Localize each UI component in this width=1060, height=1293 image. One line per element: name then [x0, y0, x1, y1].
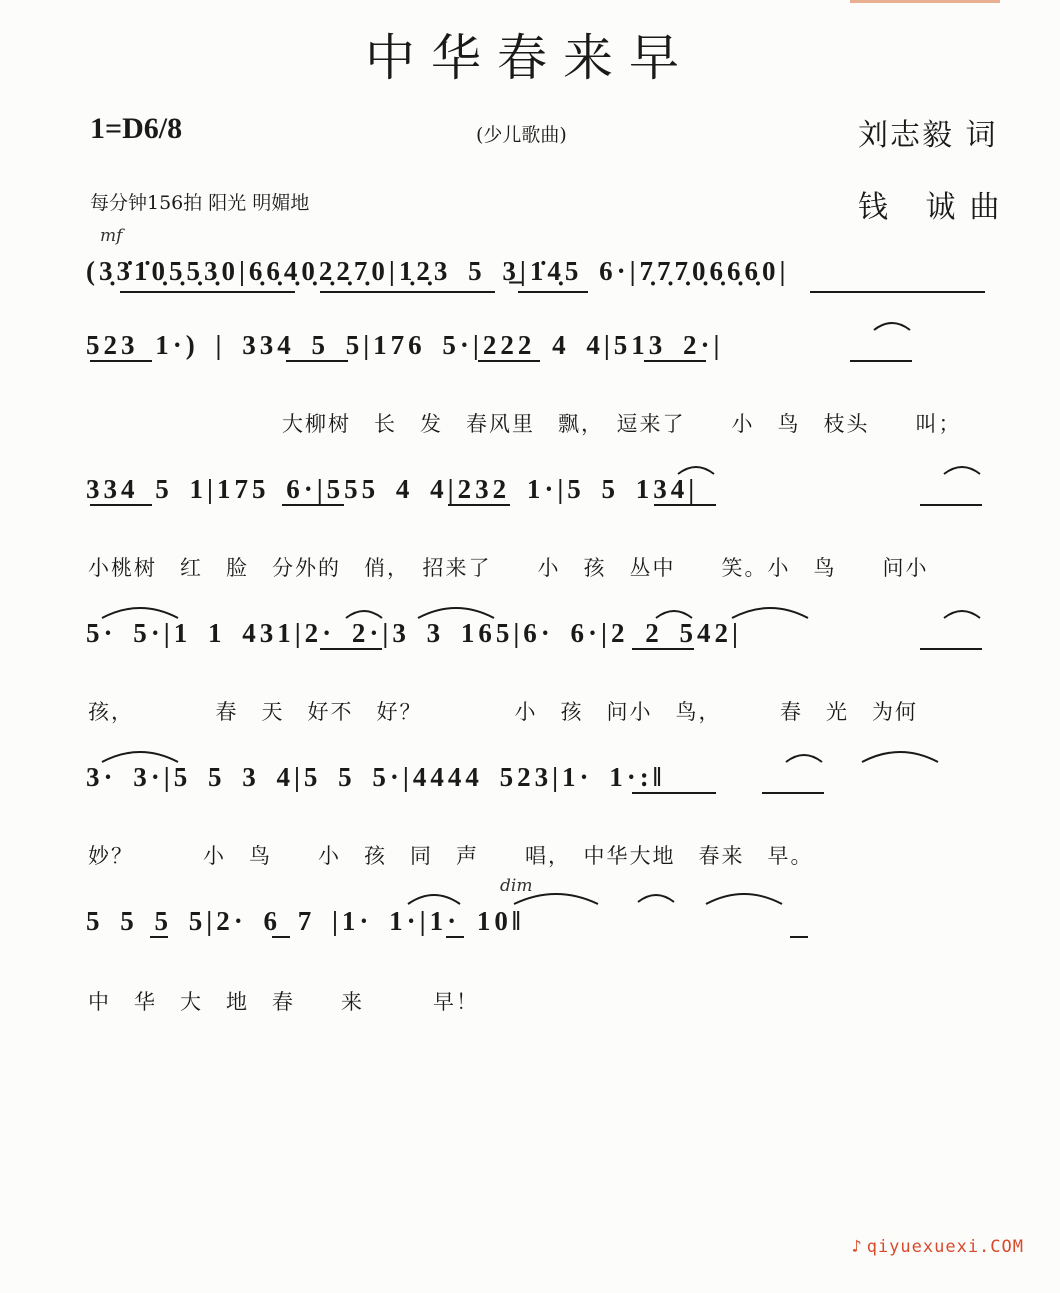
slur-mark	[100, 746, 180, 764]
watermark-note-icon: ♪	[851, 1237, 863, 1257]
key-signature: 1=D6/8	[90, 112, 183, 145]
slur-mark	[636, 890, 676, 904]
beam-underline	[632, 648, 694, 650]
beam-underline	[920, 504, 982, 506]
beam-underline	[790, 936, 808, 938]
dynamic-dim: dim	[500, 876, 533, 896]
slur-mark	[784, 750, 824, 764]
beam-underline	[286, 360, 348, 362]
beam-underline	[320, 648, 382, 650]
beam-underline	[632, 792, 716, 794]
beam-underline	[448, 504, 510, 506]
slur-mark	[704, 888, 784, 906]
watermark	[851, 1237, 1024, 1257]
slur-mark	[416, 602, 496, 620]
score-line-2: 523 1·) | 334 5 5|176 5·|222 4 4|513 2·|	[86, 330, 724, 360]
score-line-6: 5 5 5 5|2· 6 7 |1· 1·|1· 10‖	[86, 906, 525, 936]
slur-mark	[654, 606, 694, 620]
beam-underline	[518, 291, 588, 293]
composer-credit: 钱 诚曲	[858, 190, 1014, 225]
beam-underline	[850, 360, 912, 362]
slur-mark	[676, 462, 716, 476]
slur-mark	[872, 318, 912, 332]
song-title: 中华春来早	[365, 29, 695, 87]
beam-underline	[810, 291, 985, 293]
dynamic-mf: mf	[100, 226, 123, 246]
watermark-text: qiyuexuexi.COM	[866, 1237, 1024, 1257]
slur-mark	[406, 890, 462, 906]
beam-underline	[90, 504, 152, 506]
score-line-4: 5· 5·|1 1 431|2· 2·|3 3 165|6· 6·|2 2 542|	[86, 618, 742, 648]
beam-underline	[272, 936, 290, 938]
beam-underline	[282, 504, 344, 506]
slur-mark	[344, 606, 384, 620]
beam-underline	[320, 291, 495, 293]
genre-label: (少儿歌曲)	[476, 124, 567, 146]
beam-underline	[150, 936, 168, 938]
beam-underline	[644, 360, 706, 362]
lyric-line-4: 妙？ 小 鸟 小 孩 同 声 唱， 中华大地 春来 早。	[88, 844, 814, 868]
slur-mark	[942, 606, 982, 620]
beam-underline	[654, 504, 716, 506]
slur-mark	[942, 462, 982, 476]
beam-underline	[920, 648, 982, 650]
tempo-marking: 每分钟156拍 阳光 明媚地	[90, 192, 310, 214]
slur-mark	[860, 746, 940, 764]
score-line-1: (3̣3̇1̇0̣5̣5̣3̣0|6̣6̣4̣0̣2̣2̣7̣0|1̣2̣3 5 3̲|1̇4̣5 6·|7̣7̣7̣0̣6̣6̣6̣0|	[86, 256, 790, 286]
slur-mark	[730, 602, 810, 620]
score-line-5: 3· 3·|5 5 3 4|5 5 5·|4444 523|1· 1·:‖	[86, 762, 666, 792]
slur-mark	[100, 602, 180, 620]
slur-mark	[512, 888, 600, 906]
beam-underline	[762, 792, 824, 794]
lyric-line-5: 中 华 大 地 春 来 早！	[88, 990, 479, 1014]
beam-underline	[478, 360, 540, 362]
lyric-line-3: 孩， 春 天 好不 好？ 小 孩 问小 鸟， 春 光 为何	[88, 700, 918, 724]
lyric-line-2: 小桃树 红 脸 分外的 俏， 招来了 小 孩 丛中 笑。小 鸟 问小	[88, 556, 929, 580]
beam-underline	[446, 936, 464, 938]
score-line-3: 334 5 1|175 6·|555 4 4|232 1·|5 5 134|	[86, 474, 699, 504]
lyricist-credit: 刘志毅 词	[858, 118, 998, 153]
beam-underline	[90, 360, 152, 362]
lyric-line-1: 大柳树 长 发 春风里 飘， 逗来了 小 鸟 枝头 叫；	[282, 412, 962, 436]
beam-underline	[120, 291, 295, 293]
top-edge-mark	[850, 0, 1000, 3]
